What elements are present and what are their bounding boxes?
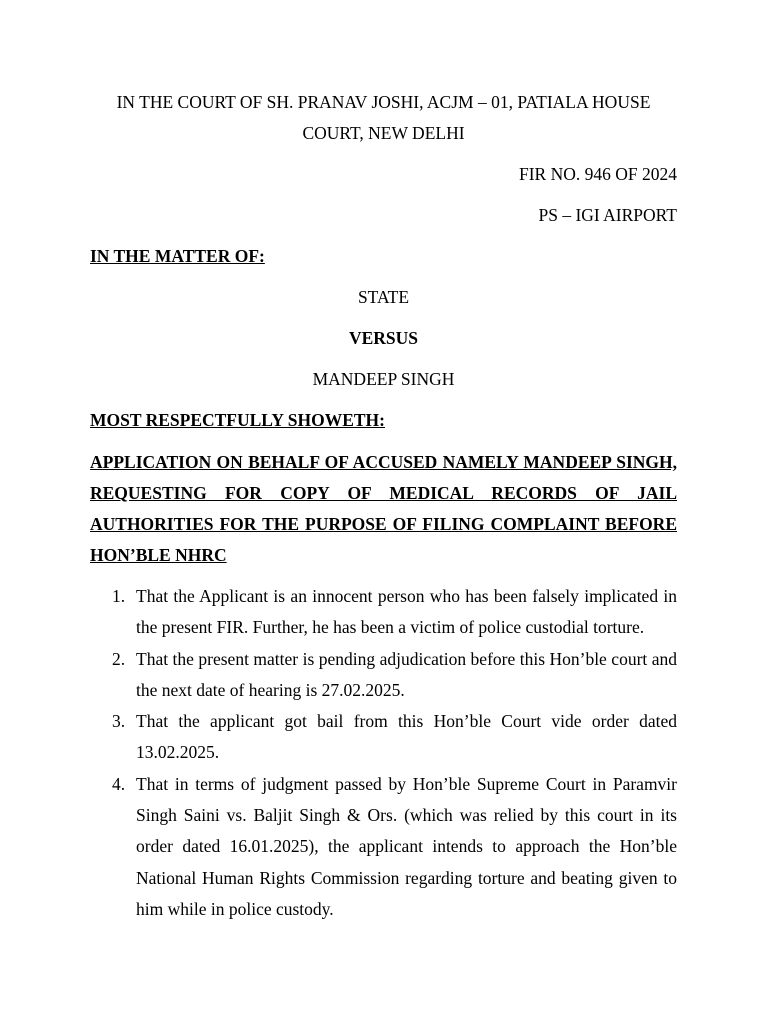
- versus-label: VERSUS: [348, 328, 419, 348]
- paragraph-item: [90, 706, 677, 769]
- paragraph-number: 4.: [112, 773, 126, 794]
- party-respondent: MANDEEP SINGH: [312, 369, 455, 389]
- application-subject: APPLICATION ON BEHALF OF ACCUSED NAMELY MANDEEP SINGH, REQUESTING FOR COPY OF MEDICAL RECORDS OF JAIL AUTHORITIES FOR THE PURPOSE OF FILING COMPLAINT BEFORE HON’BLE NHRC: [90, 452, 677, 565]
- paragraph-list: [90, 581, 677, 925]
- document-page: [90, 87, 677, 925]
- paragraph-number: 3.: [112, 711, 126, 732]
- paragraph-text: That in terms of judgment passed by Hon’ble Supreme Court in Paramvir Singh Saini vs. Baljit Singh & Ors. (which was relied by this court in its order dated 16.01.2025), the applicant intends to approach the Hon’ble National Human Rights Commission regarding torture and beating given to him while in police custody.: [136, 773, 677, 919]
- police-station: PS – IGI AIRPORT: [538, 205, 677, 225]
- paragraph-text: That the Applicant is an innocent person who has been falsely implicated in the present FIR. Further, he has been a victim of police custodial torture.: [136, 586, 677, 638]
- paragraph-item: [90, 644, 677, 707]
- paragraph-item: [90, 769, 677, 925]
- matter-heading: IN THE MATTER OF:: [90, 246, 265, 266]
- party-petitioner: STATE: [357, 287, 410, 307]
- paragraph-text: That the applicant got bail from this Hon’ble Court vide order dated 13.02.2025.: [136, 711, 677, 763]
- paragraph-number: 2.: [112, 648, 126, 669]
- paragraph-text: That the present matter is pending adjudication before this Hon’ble court and the next date of hearing is 27.02.2025.: [136, 648, 677, 700]
- paragraph-number: 1.: [112, 586, 126, 606]
- paragraph-item: [90, 581, 677, 644]
- fir-number: FIR NO. 946 OF 2024: [518, 164, 677, 184]
- court-title: IN THE COURT OF SH. PRANAV JOSHI, ACJM – 01, PATIALA HOUSE COURT, NEW DELHI: [116, 92, 651, 143]
- showeth-heading: MOST RESPECTFULLY SHOWETH:: [90, 410, 385, 430]
